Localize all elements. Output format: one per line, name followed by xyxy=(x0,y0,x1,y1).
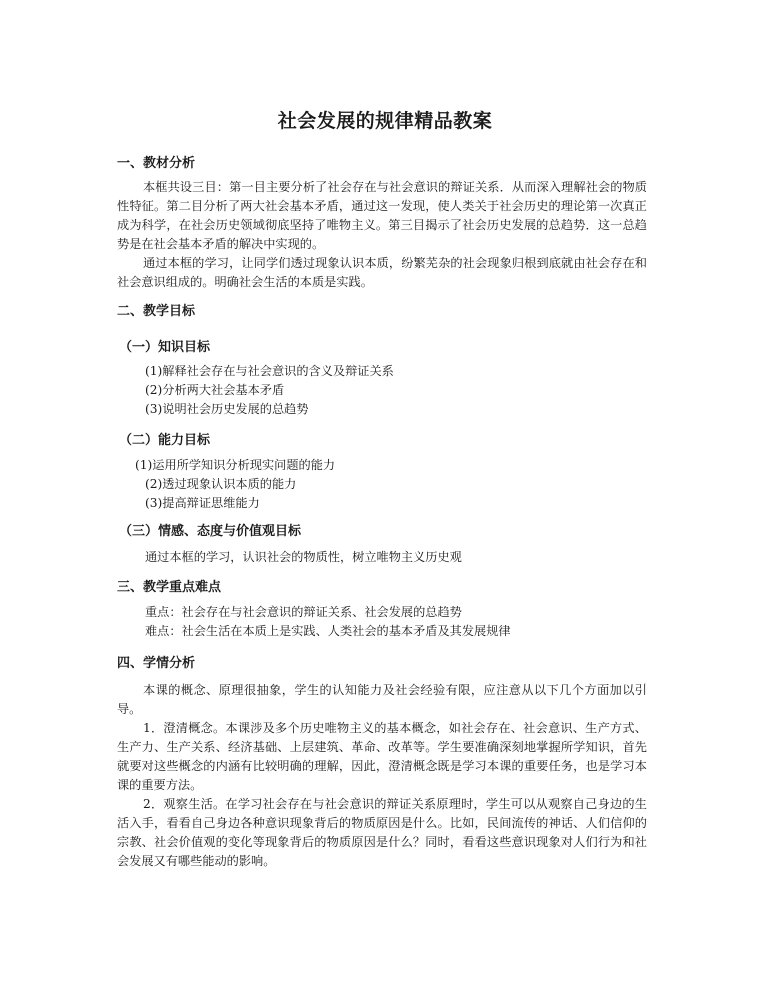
section-heading-student-analysis: 四、学情分析 xyxy=(117,656,196,671)
ability-objective-item: (3)提高辩证思维能力 xyxy=(145,496,260,510)
textbook-analysis-paragraph-1: 本框共设三目：第一目主要分析了社会存在与社会意识的辩证关系．从而深入理解社会的物质性特征。第二目分析了两大社会基本矛盾，通过这一发现，使人类关于社会历史的理论第一次真正成为科学，在社会历史领域彻底坚持了唯物主义。第三目揭示了社会历史发展的总趋势．这一总趋势是在社会基本矛盾的解决中实现的。 xyxy=(117,180,647,251)
subheading-knowledge-objectives: （一）知识目标 xyxy=(119,340,211,355)
knowledge-objective-item: (3)说明社会历史发展的总趋势 xyxy=(145,402,309,416)
ability-objective-item: (2)透过现象认识本质的能力 xyxy=(145,477,297,491)
difficult-point-text: 难点：社会生活在本质上是实践、人类社会的基本矛盾及其发展规律 xyxy=(145,624,511,638)
subheading-ability-objectives: （二）能力目标 xyxy=(119,433,211,448)
student-analysis-paragraph-3: 2．观察生活。在学习社会存在与社会意识的辩证关系原理时，学生可以从观察自己身边的生活入手，看看自己身边各种意识现象背后的物质原因是什么。比如，民间流传的神话、人们信仰的宗教、社会价值观的变化等现象背后的物质原因是什么？同时，看看这些意识现象对人们行为和社会发展又有哪些能动的影响。 xyxy=(117,797,647,868)
section-heading-textbook-analysis: 一、教材分析 xyxy=(117,156,196,171)
textbook-analysis-paragraph-2: 通过本框的学习，让同学们透过现象认识本质，纷繁芜杂的社会现象归根到底就由社会存在和社会意识组成的。明确社会生活的本质是实践。 xyxy=(117,256,647,289)
section-heading-key-difficult-points: 三、教学重点难点 xyxy=(117,580,222,595)
student-analysis-paragraph-1: 本课的概念、原理很抽象，学生的认知能力及社会经验有限，应注意从以下几个方面加以引导。 xyxy=(117,683,647,716)
section-heading-teaching-objectives: 二、教学目标 xyxy=(117,304,196,319)
ability-objective-item: (1)运用所学知识分析现实问题的能力 xyxy=(135,458,336,472)
student-analysis-paragraph-2: 1．澄清概念。本课涉及多个历史唯物主义的基本概念，如社会存在、社会意识、生产方式、生产力、生产关系、经济基础、上层建筑、革命、改革等。学生要准确深刻地掌握所学知识，首先就要对这些概念的内涵有比较明确的理解，因此，澄清概念既是学习本课的重要任务，也是学习本课的重要方法。 xyxy=(117,721,647,792)
knowledge-objective-item: (2)分析两大社会基本矛盾 xyxy=(145,383,285,397)
knowledge-objective-item: (1)解释社会存在与社会意识的含义及辩证关系 xyxy=(145,364,394,378)
subheading-emotion-value-objectives: （三）情感、态度与价值观目标 xyxy=(119,524,302,539)
emotion-value-objective-text: 通过本框的学习，认识社会的物质性，树立唯物主义历史观 xyxy=(145,550,462,564)
document-title: 社会发展的规律精品教案 xyxy=(277,110,493,132)
key-point-text: 重点：社会存在与社会意识的辩证关系、社会发展的总趋势 xyxy=(145,605,462,619)
